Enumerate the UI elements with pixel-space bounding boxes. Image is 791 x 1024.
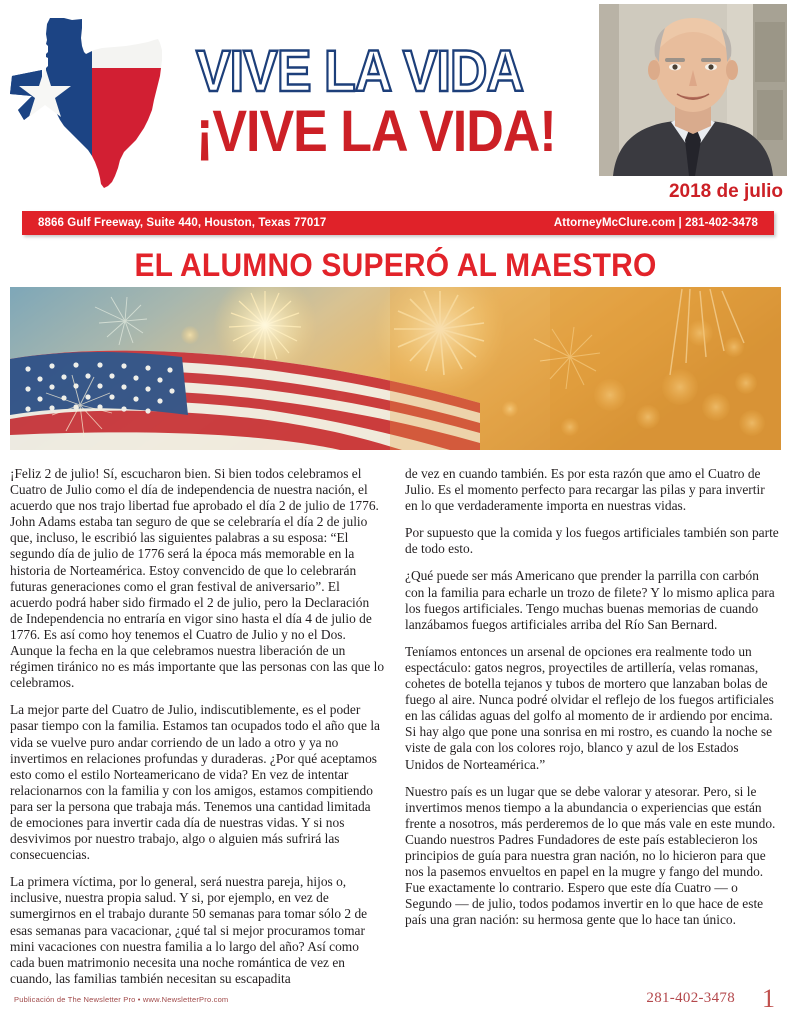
page-number: 1 — [762, 984, 775, 1013]
issue-date: 2018 de julio — [668, 181, 783, 202]
office-address: 8866 Gulf Freeway, Suite 440, Houston, Texas 77017 — [38, 217, 327, 229]
article-headline: EL ALUMNO SUPERÓ AL MAESTRO — [134, 248, 657, 284]
article-right-column — [405, 466, 780, 986]
article-body — [10, 466, 781, 986]
masthead-title-line-1: VIVE LA VIDA — [196, 39, 524, 105]
masthead-title — [196, 39, 596, 165]
paragraph: ¡Feliz 2 de julio! Sí, escucharon bien. Si bien todos celebramos el Cuatro de Julio como el día de independencia de nuestra nación, el acuerdo que nos trajo libertad fue aprobado el día 2 de julio de 1776. John Adams estaba tan seguro de que se celebraría el día 2 de julio que, incluso, le escribió las siguientes palabras a su esposa: “El segundo día de julio de 1776 será la época más memorable en la historia de Norteamérica. Estoy convencido de que lo celebrarán futuras generaciones como el gran festival de aniversario”. El acuerdo podrá haber sido firmado el 2 de julio, pero la Declaración de Independencia no entraría en vigor sino hasta el día 4 de julio de 1776. Es así como hoy tenemos el Cuatro de Julio y no el Dos. Aunque la fecha en la que celebramos nuestra liberación de un régimen tiránico no es más importante que las personas con las que lo celebramos. — [10, 466, 385, 691]
page-footer — [0, 982, 791, 1024]
attorney-headshot-photo — [599, 4, 787, 176]
contact-bar — [22, 211, 774, 235]
paragraph: La mejor parte del Cuatro de Julio, indiscutiblemente, es el poder pasar tiempo con la familia. Estamos tan ocupados todo el año que la vida se vuelve puro andar corriendo de un lado a otro y ya no invertimos en relaciones profundas y duraderas. ¿Por qué aceptamos esto como el estilo Norteamericano de vida? En vez de intentar relacionarnos con la familia y con los amigos, estamos compitiendo para ser la persona que trabaja más. Tenemos una cantidad limitada de emociones para invertir cada día de nuestras vidas. Y si nos desvivimos por nuestro trabajo, algo o alguien más sufrirá las consecuencias. — [10, 702, 380, 863]
paragraph: Por supuesto que la comida y los fuegos artificiales también son parte de todo esto. — [405, 525, 779, 557]
hero-image-flag-fireworks — [10, 287, 781, 450]
paragraph: Nuestro país es un lugar que se debe valorar y atesorar. Pero, si le invertimos menos tiempo a la abundancia o experiencias que están frente a nosotros, más perderemos de lo que más vale en este mundo. Cuando nuestros Padres Fundadores de este país establecieron los principios de guía para nuestra gran nación, no lo hicieron para que nos la pasemos envueltos en papel en la mugre y fango del mundo. Fue exactamente lo contrario. Espero que este día Cuatro — o Segundo — de julio, todos podamos invertir en lo que hace de este país una gran nación: su hermosa gente que lo hace tan único. — [405, 783, 776, 928]
paragraph: La primera víctima, por lo general, será nuestra pareja, hijos o, inclusive, nuestra propia salud. Y si, por ejemplo, en vez de sumergirnos en el trabajo durante 50 semanas para tomar sólo 2 de esas semanas para vacacionar, ¿qué tal si mejor procuramos tomar mini vacaciones con nuestra familia a lo largo del año? Así como cada buen matrimonio necesita una noche romántica de vez en cuando, las familias también necesitan su escapadita — [10, 874, 368, 986]
texas-flag-logo-icon — [2, 10, 202, 195]
masthead — [0, 0, 791, 205]
website-and-phone[interactable]: AttorneyMcClure.com | 281-402-3478 — [553, 217, 758, 229]
publisher-credit: Publicación de The Newsletter Pro • www.NewsletterPro.com — [14, 995, 229, 1004]
article-left-column — [10, 466, 385, 986]
paragraph: ¿Qué puede ser más Americano que prender la parrilla con carbón con la familia para echarle un trozo de filete? Y lo mismo aplica para los fuegos artificiales. Tengo muchas buenas memorias de cuando lanzábamos fuegos artificiales arriba del Río San Bernard. — [405, 568, 775, 632]
masthead-title-line-2: ¡VIVE LA VIDA! — [196, 99, 556, 165]
footer-phone: 281-402-3478 — [646, 990, 735, 1006]
paragraph: Teníamos entonces un arsenal de opciones era realmente todo un espectáculo: gatos negros, proyectiles de artillería, velas romanas, cohetes de botella tejanos y tubos de mortero que lanzaban bolas de fuego al aire. Nunca podré olvidar el reflejo de los fuegos artificiales en las cálidas aguas del golfo al momento de ir ardiendo por encima. Si hay algo que pone una sonrisa en mi rostro, es cuando la noche se viste de gala con los colores rojo, blanco y azul de los Estados Unidos de Norteamérica.” — [405, 643, 774, 772]
paragraph: de vez en cuando también. Es por esta razón que amo el Cuatro de Julio. Es el momento perfecto para recargar las pilas y para invertir en lo que verdaderamente importa en nuestras vidas. — [405, 466, 765, 514]
